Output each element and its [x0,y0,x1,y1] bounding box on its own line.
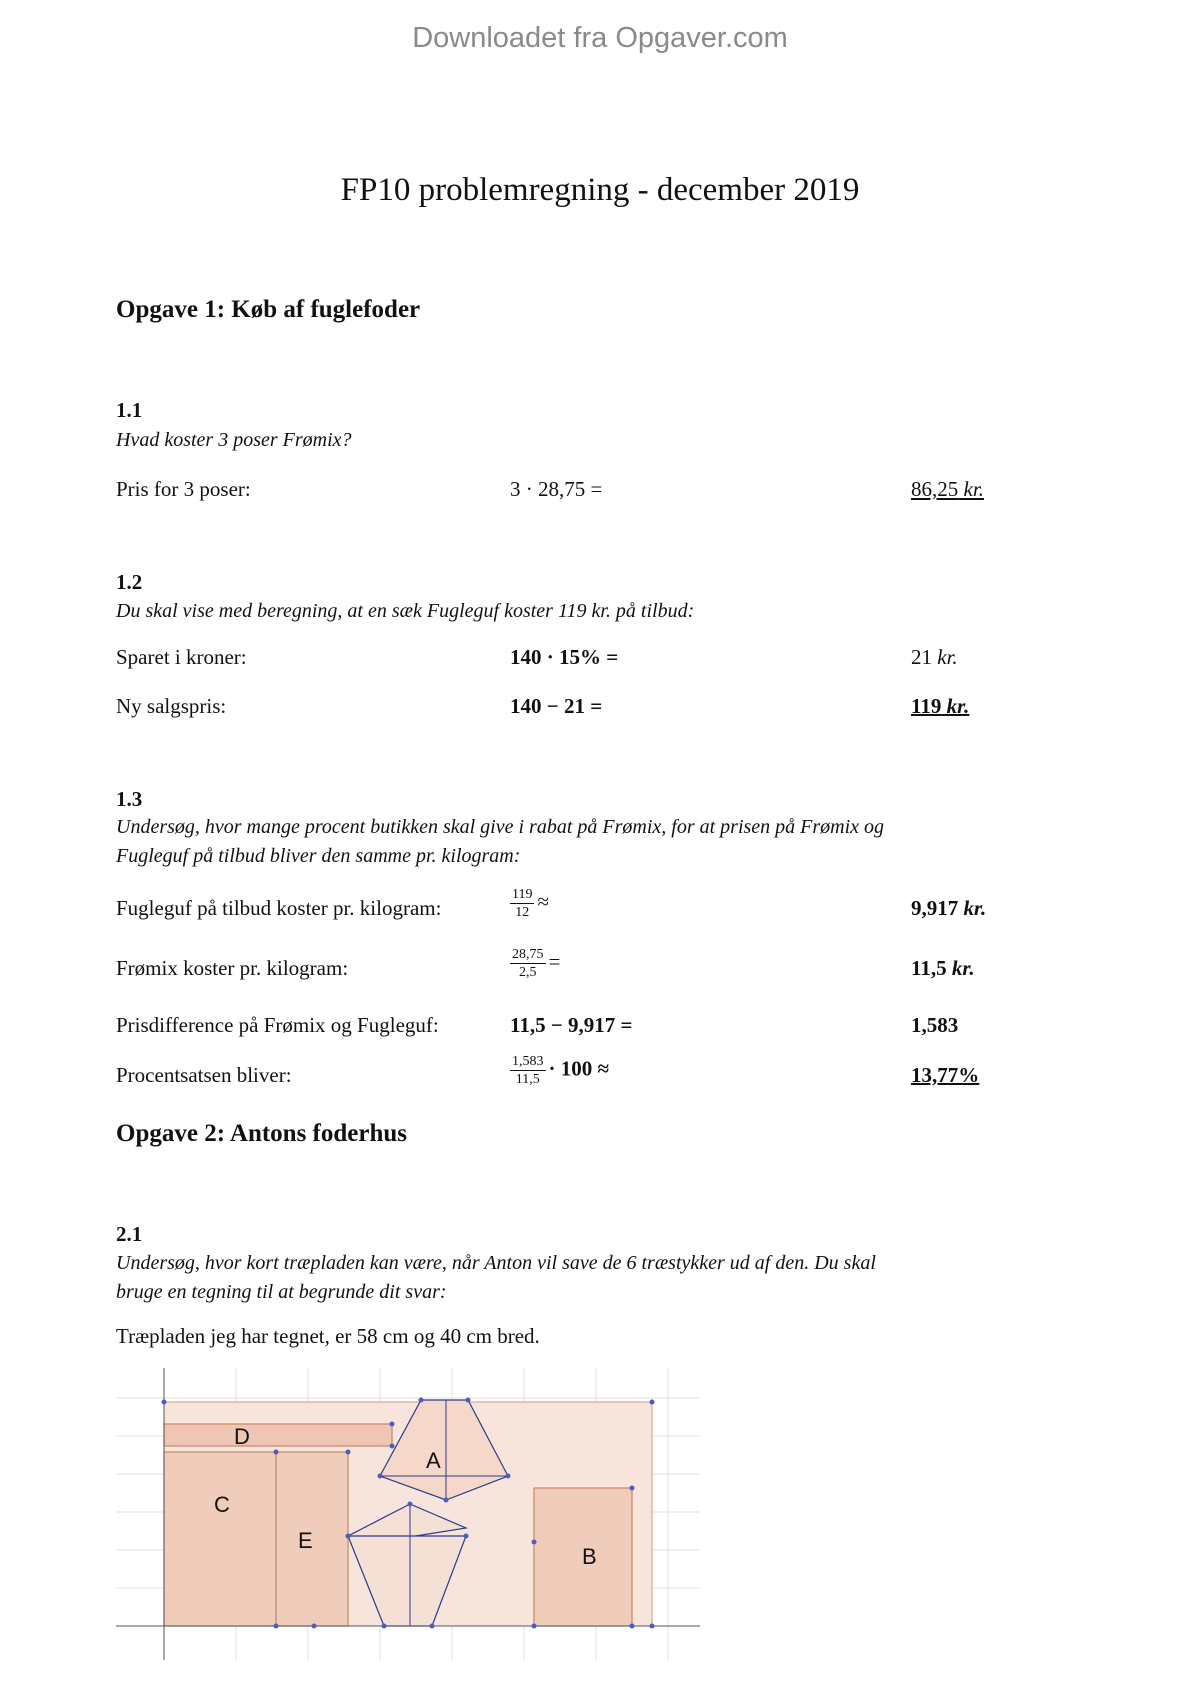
q1-1-row-price [116,477,1076,517]
piece-d [164,1424,392,1446]
row-result: 21 kr. [911,645,958,669]
row-label: Procentsatsen bliver: [116,1063,292,1087]
q2-1-question-line2: bruge en tegning til at begrunde dit svar: [116,1281,447,1303]
watermark: Downloadet fra Opgaver.com [412,22,788,54]
row-result: 11,5 kr. [911,956,975,980]
row-expression: $\frac{119}{12}$ ≈ [512,887,550,920]
row-expression: 140 · 15% = [510,645,619,669]
q1-3-row-percent [116,1054,1076,1097]
row-expression: 11,5 − 9,917 = [510,1013,633,1037]
q2-1-answer-text: Træpladen jeg har tegnet, er 58 cm og 40 cm bred. [116,1324,540,1348]
row-label: Pris for 3 poser: [116,477,251,501]
q1-3-row-difference [116,1013,1076,1053]
fraction: $\frac{1,583}{11,5}$ [512,1054,544,1087]
label-e: E [298,1528,313,1553]
q1-2-number: 1.2 [116,570,143,594]
fraction: $\frac{28,75}{2,5}$ [512,947,544,980]
label-b: B [582,1544,597,1569]
document-title: FP10 problemregning - december 2019 [340,172,860,208]
row-expression: 3 · 28,75 = [510,477,603,501]
row-label: Frømix koster pr. kilogram: [116,956,349,980]
row-result: 119 kr. [911,694,970,718]
task1-heading: Opgave 1: Køb af fuglefoder [116,296,421,323]
row-label: Sparet i kroner: [116,645,247,669]
label-c: C [214,1492,230,1517]
piece-c [164,1452,276,1626]
row-result: 9,917 kr. [911,896,987,920]
q2-1-number: 2.1 [116,1222,143,1246]
task2-heading: Opgave 2: Antons foderhus [116,1120,408,1147]
row-expression: $\frac{28,75}{2,5}$ = [512,947,561,980]
q1-3-question-line2: Fugleguf på tilbud bliver den samme pr. kilogram: [116,845,521,867]
q1-3-row-fromix-kg [116,947,1076,990]
row-result: 13,77% [911,1063,980,1087]
board-drawing-svg [116,1368,700,1660]
row-expression: 140 − 21 = [510,694,603,718]
label-d: D [234,1424,250,1449]
row-label: Fugleguf på tilbud koster pr. kilogram: [116,896,442,920]
row-label: Prisdifference på Frømix og Fugleguf: [116,1013,439,1037]
q1-2-row-newprice [116,694,1076,734]
q1-3-question-line1: Undersøg, hvor mange procent butikken skal give i rabat på Frømix, for at prisen på Frømix og [116,816,885,838]
q2-1-question-line1: Undersøg, hvor kort træpladen kan være, når Anton vil save de 6 træstykker ud af den. Du skal [116,1252,876,1274]
q1-1-question: Hvad koster 3 poser Frømix? [116,429,352,451]
fraction: $\frac{119}{12}$ [512,887,533,920]
row-result: 86,25 kr. [911,477,984,501]
label-a: A [426,1448,441,1473]
q1-2-row-saved [116,645,1076,685]
row-result: 1,583 [911,1013,959,1037]
q1-3-row-fugleguf-kg [116,887,1076,930]
q1-1-number: 1.1 [116,398,143,422]
row-expression: $\frac{1,583}{11,5}$ · 100 ≈ [512,1054,610,1087]
q1-2-question: Du skal vise med beregning, at en sæk Fugleguf koster 119 kr. på tilbud: [116,600,695,622]
q1-3-number: 1.3 [116,787,143,811]
row-label: Ny salgspris: [116,694,227,718]
board-drawing [116,1368,700,1660]
